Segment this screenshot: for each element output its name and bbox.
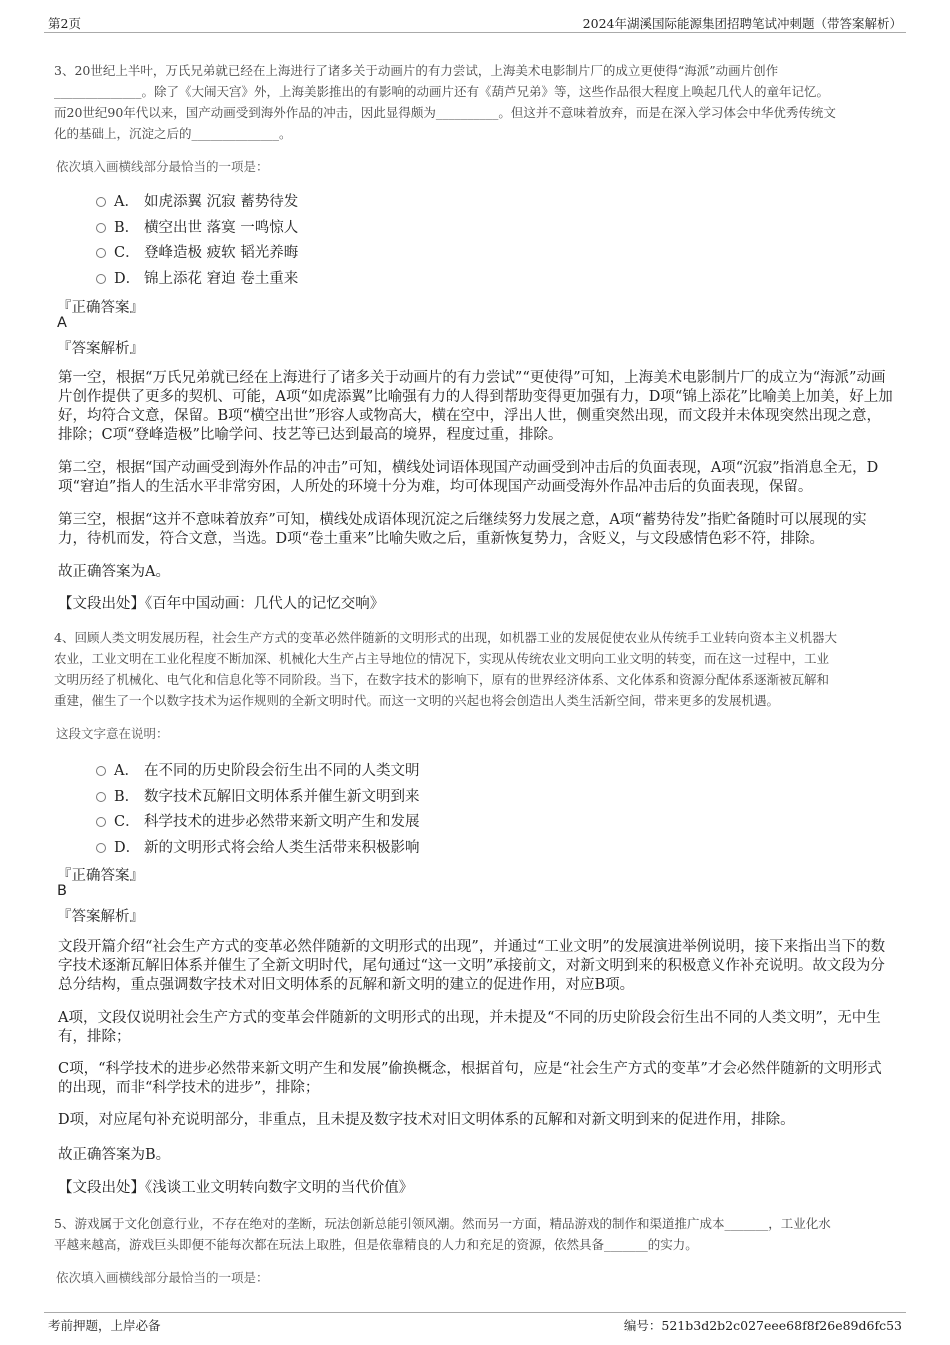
source-citation: 【文段出处】《浅谈工业文明转向数字文明的当代价值》 (58, 1180, 414, 1196)
radio-icon[interactable] (96, 843, 106, 853)
question-3-prompt: 依次填入画横线部分最恰当的一项是： (56, 159, 269, 174)
option-a[interactable]: A． 在不同的历史阶段会衍生出不同的人类文明 (96, 757, 420, 783)
radio-icon[interactable] (96, 766, 106, 776)
analysis-paragraph: 第一空，根据“万氏兄弟就已经在上海进行了诸多关于动画片的有力尝试”“更使得”可知，上海美术电影制片厂的成立为“海派”动画片创作提供了更多的契机、可能，A项“如虎添翼”比喻强有力的人得到帮助变得更加强有力，D项“锦上添花”比喻美上加美，好上加好，均符合文意，保留。B项“横空出世”形容人或物高大，横在空中，浮出人世，侧重突然出现，而文段并未体现突然出现之意，排除；C项“登峰造极”比喻学问、技艺等已达到最高的境界，程度过重，排除。 (58, 370, 893, 443)
question-5-stem-line-1: 5、游戏属于文化创意行业，不存在绝对的垄断，玩法创新总能引领风潮。然而另一方面，精品游戏的制作和渠道推广成本_______，工业化水 (54, 1216, 831, 1231)
radio-icon[interactable] (96, 274, 106, 284)
question-5-stem-line-2: 平越来越高，游戏巨头即便不能每次都在玩法上取胜，但是依靠精良的人力和充足的资源，依然具备_______的实力。 (54, 1237, 698, 1252)
correct-answer-value: B (57, 883, 67, 899)
analysis-paragraph: D项，对应尾句补充说明部分，非重点，且未提及数字技术对旧文明体系的瓦解和对新文明到来的促进作用，排除。 (58, 1112, 795, 1128)
analysis-label: 『答案解析』 (57, 909, 144, 925)
radio-icon[interactable] (96, 197, 106, 207)
radio-icon[interactable] (96, 248, 106, 258)
question-3-stem-line-3: 而20世纪90年代以来，国产动画受到海外作品的冲击，因此显得颇为__________。但这并不意味着放弃，而是在深入学习体会中华优秀传统文 (54, 105, 836, 120)
correct-answer-label: 『正确答案』 (57, 300, 144, 316)
option-b[interactable]: B． 数字技术瓦解旧文明体系并催生新文明到来 (96, 783, 420, 809)
option-b[interactable]: B． 横空出世 落寞 一鸣惊人 (96, 214, 298, 240)
option-d[interactable]: D． 锦上添花 窘迫 卷土重来 (96, 265, 298, 291)
option-a[interactable]: A． 如虎添翼 沉寂 蓄势待发 (96, 188, 298, 214)
option-d[interactable]: D． 新的文明形式将会给人类生活带来积极影响 (96, 834, 420, 860)
question-4-stem-line-4: 重建，催生了一个以数字技术为运作规则的全新文明时代。而这一文明的兴起也将会创造出人类生活新空间，带来更多的发展机遇。 (54, 693, 780, 708)
document-title: 2024年湖溪国际能源集团招聘笔试冲刺题（带答案解析） (582, 16, 902, 31)
question-3-options (96, 188, 298, 290)
page-header (44, 10, 906, 33)
analysis-conclusion: 故正确答案为A。 (58, 564, 170, 580)
question-3-stem-line-4: 化的基础上，沉淀之后的______________。 (54, 126, 292, 141)
question-4-options (96, 757, 420, 859)
option-c[interactable]: C． 登峰造极 疲软 韬光养晦 (96, 239, 298, 265)
source-citation: 【文段出处】《百年中国动画：几代人的记忆交响》 (58, 596, 385, 612)
analysis-paragraph: C项，“科学技术的进步必然带来新文明产生和发展”偷换概念，根据首句，应是“社会生产方式的变革”才会必然伴随新的文明形式的出现，而非“科学技术的进步”，排除； (58, 1061, 882, 1096)
analysis-paragraph: 第二空，根据“国产动画受到海外作品的冲击”可知，横线处词语体现国产动画受到冲击后的负面表现，A项“沉寂”指消息全无，D项“窘迫”指人的生活水平非常穷困，人所处的环境十分为难，均可体现国产动画受海外作品冲击后的负面表现，保留。 (58, 460, 879, 495)
question-4-prompt: 这段文字意在说明： (56, 726, 169, 741)
analysis-paragraph: 第三空，根据“这并不意味着放弃”可知，横线处成语体现沉淀之后继续努力发展之意，A项“蓄势待发”指贮备随时可以展现的实力，待机而发，符合文意，当选。D项“卷土重来”比喻失败之后，重新恢复势力，含贬义，与文段感情色彩不符，排除。 (58, 512, 867, 547)
correct-answer-value: A (57, 315, 67, 331)
question-3-stem-line-1: 3、20世纪上半叶，万氏兄弟就已经在上海进行了诸多关于动画片的有力尝试，上海美术电影制片厂的成立更使得“海派”动画片创作 (54, 63, 779, 78)
radio-icon[interactable] (96, 223, 106, 233)
question-3-stem-line-2: ______________。除了《大闹天宫》外，上海美影推出的有影响的动画片还有《葫芦兄弟》等，这些作品很大程度上唤起几代人的童年记忆。 (54, 84, 830, 99)
question-5-prompt: 依次填入画横线部分最恰当的一项是： (56, 1270, 269, 1285)
radio-icon[interactable] (96, 792, 106, 802)
page-number: 第2页 (48, 16, 81, 31)
option-c[interactable]: C． 科学技术的进步必然带来新文明产生和发展 (96, 808, 420, 834)
document-code: 编号：521b3d2b2c027eee68f8f26e89d6fc53 (623, 1318, 902, 1333)
radio-icon[interactable] (96, 817, 106, 827)
correct-answer-label: 『正确答案』 (57, 868, 144, 884)
footer-slogan: 考前押题，上岸必备 (48, 1318, 161, 1333)
question-4-stem-line-1: 4、回顾人类文明发展历程，社会生产方式的变革必然伴随新的文明形式的出现，如机器工业的发展促使农业从传统手工业转向资本主义机器大 (54, 630, 837, 645)
analysis-label: 『答案解析』 (57, 341, 144, 357)
question-4-stem-line-2: 农业，工业文明在工业化程度不断加深、机械化大生产占主导地位的情况下，实现从传统农业文明向工业文明的转变，而在这一过程中，工业 (54, 651, 830, 666)
analysis-paragraph: 文段开篇介绍“社会生产方式的变革必然伴随新的文明形式的出现”，并通过“工业文明”的发展演进举例说明，接下来指出当下的数字技术逐渐瓦解旧体系并催生了全新文明时代，尾句通过“这一文明”承接前文，对新文明到来的积极意义作补充说明。故文段为分总分结构，重点强调数字技术对旧文明体系的瓦解和新文明的建立的促进作用，对应B项。 (58, 939, 886, 993)
analysis-conclusion: 故正确答案为B。 (58, 1147, 171, 1163)
analysis-paragraph: A项，文段仅说明社会生产方式的变革会伴随新的文明形式的出现，并未提及“不同的历史阶段会衍生出不同的人类文明”，无中生有，排除； (58, 1010, 881, 1045)
page-footer (44, 1312, 906, 1343)
question-4-stem-line-3: 文明历经了机械化、电气化和信息化等不同阶段。当下，在数字技术的影响下，原有的世界经济体系、文化体系和资源分配体系逐渐被瓦解和 (54, 672, 830, 687)
